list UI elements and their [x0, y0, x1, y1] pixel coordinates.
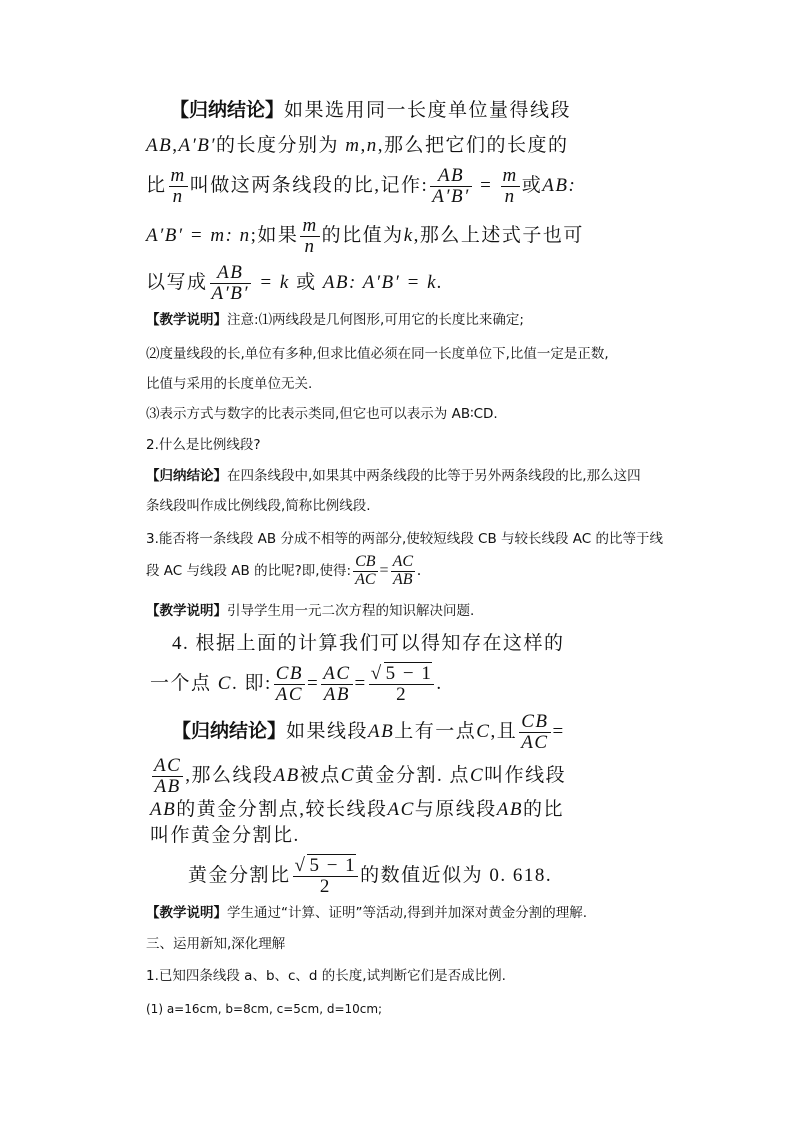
conclusion-line-3: 比 $\frac{m}{n}$ 叫做这两条线段的比,记作: $\frac{AB}{A'B'}$ = $\frac{m}{n}$ 或AB:	[146, 165, 577, 207]
fraction-ab-a1b1	[430, 166, 472, 207]
point-c: C	[469, 764, 485, 786]
denominator: AB	[393, 570, 413, 588]
conclusion-line-1	[170, 101, 571, 120]
segment-ab: AB	[273, 764, 300, 786]
teaching-heading: 【教学说明】	[146, 312, 227, 328]
numerator: m	[170, 165, 186, 186]
segment-ab: AB	[368, 720, 395, 742]
var-m: m	[345, 135, 361, 156]
ratio-ab: AB:	[542, 174, 577, 196]
teaching-note-3	[146, 907, 587, 921]
text: ,且	[490, 720, 518, 742]
text: 一个点	[150, 672, 212, 694]
denominator: A′B′	[432, 185, 470, 207]
golden-line-2	[150, 756, 566, 797]
fraction-m-n-3	[300, 216, 319, 257]
fraction-cb-ac	[274, 664, 305, 705]
numerator: m	[302, 215, 318, 236]
text: ,那么线段	[185, 764, 274, 786]
exercise-1-part-1: (1) a=16cm, b=8cm, c=5cm, d=10cm;	[146, 1002, 383, 1016]
equals-k: = k	[259, 271, 290, 293]
var-n: n	[239, 224, 251, 246]
text: 或	[296, 271, 317, 293]
fraction-cb-ac	[353, 554, 377, 589]
var-n: n	[366, 135, 378, 156]
text: 的比	[523, 799, 565, 820]
fraction-golden: $\frac{√ 5 - 1}{2}$	[294, 855, 357, 897]
segment-ab: AB	[146, 135, 173, 156]
text: 注意:	[227, 312, 259, 328]
teaching-note-2	[146, 605, 474, 619]
text: 或	[521, 174, 543, 196]
question-4: 4. 根据上面的计算我们可以得知存在这样的	[172, 633, 565, 654]
text: ,那么上述式子也可	[413, 224, 584, 246]
fraction-golden: $\frac{√ 5 - 1}{2}$	[370, 663, 433, 705]
text: 的数值近似为 0. 618.	[360, 864, 553, 886]
conclusion-heading: 【归纳结论】	[146, 468, 227, 484]
text: 的黄金分割点,较长线段	[176, 799, 388, 820]
fraction-ab-a1b1-2	[210, 263, 252, 304]
fraction-ac-ab	[152, 756, 183, 797]
text: ;如果	[250, 224, 299, 246]
text: ,那么把它们的长度的	[377, 135, 569, 156]
numerator: AC	[392, 553, 414, 570]
numerator: 5 − 1	[309, 855, 357, 876]
conclusion-heading: 【归纳结论】	[172, 719, 287, 742]
conclusion-line-2	[146, 136, 569, 155]
numerator: 5 − 1	[385, 663, 433, 684]
denominator: 2	[396, 683, 408, 705]
conclusion-2	[146, 470, 641, 484]
text: 如果线段	[286, 720, 369, 742]
teaching-heading: 【教学说明】	[146, 905, 227, 921]
text: 引导学生用一元二次方程的知识解决问题.	[227, 603, 475, 619]
golden-line-5	[188, 856, 552, 897]
denominator: AB	[154, 775, 181, 797]
text: 在四条线段中,如果其中两条线段的比等于另外两条线段的比,那么这四	[227, 468, 641, 484]
exercise-1: 1.已知四条线段 a、b、c、d 的长度,试判断它们是否成比例.	[146, 968, 506, 984]
text: 黄金分割比	[188, 864, 291, 886]
comma: ,	[172, 135, 179, 156]
fraction-ac-ab	[321, 664, 352, 705]
denominator: AC	[355, 570, 376, 588]
conclusion-heading: 【归纳结论】	[170, 99, 285, 121]
conclusion-line-5	[146, 263, 443, 304]
text: 以写成	[146, 271, 208, 293]
fraction-m-n	[169, 166, 188, 207]
conclusion-line-4	[146, 216, 584, 257]
text: 比	[146, 174, 167, 196]
teaching-heading: 【教学说明】	[146, 603, 227, 619]
denominator: n	[172, 185, 184, 207]
text: 被点	[299, 764, 341, 786]
fraction-cb-ac	[519, 712, 550, 753]
golden-line-4: 叫作黄金分割比.	[150, 825, 300, 846]
segment-a1b1: A′B′	[178, 135, 216, 156]
teaching-note-1-item2-cont: 比值与采用的长度单位无关.	[146, 376, 313, 392]
comma: ,	[360, 135, 367, 156]
golden-line-3	[150, 800, 564, 819]
text: . 即:	[231, 672, 272, 694]
text: ⑴两线段是几何图形,可用它的长度比来确定;	[258, 312, 524, 328]
conclusion-2-cont: 条线段叫作成比例线段,简称比例线段.	[146, 498, 371, 514]
text: 叫作线段	[484, 764, 567, 786]
fraction-ac-ab	[391, 554, 415, 589]
section-heading-3: 三、运用新知,深化理解	[146, 936, 286, 952]
text: 的比值为	[321, 224, 404, 246]
point-c: C	[217, 672, 232, 694]
golden-line-1: 【归纳结论】如果线段AB上有一点C,且 $\frac{CB}{AC}$ =	[172, 711, 565, 753]
point-c: C	[476, 720, 491, 742]
segment-ac: AC	[387, 799, 415, 820]
teaching-note-1-item3: ⑶表示方式与数字的比表示类同,但它也可以表示为 AB∶CD.	[146, 406, 498, 422]
teaching-note-1	[146, 314, 524, 328]
numerator: CB	[355, 553, 376, 570]
denominator: AC	[275, 683, 304, 705]
segment-ab: AB	[150, 799, 177, 820]
text: 叫做这两条线段的比,记作:	[189, 174, 429, 196]
conclusion-text: 如果选用同一长度单位量得线段	[284, 100, 572, 121]
question-4-cont: 一个点 C. 即: $\frac{CB}{AC}$ = $\frac{AC}{AB}$ = $\frac{√ 5 - 1}{2}$ .	[150, 663, 443, 705]
denominator: AC	[521, 731, 549, 753]
text: 的长度分别为	[216, 135, 340, 156]
teaching-note-1-item2: ⑵度量线段的长,单位有多种,但求比值必须在同一长度单位下,比值一定是正数,	[146, 346, 609, 362]
numerator: CB	[521, 711, 549, 732]
point-c: C	[340, 764, 355, 786]
denominator: n	[504, 185, 516, 207]
text: 上有一点	[394, 720, 477, 742]
text: 段 AC 与线段 AB 的比呢?即,使得:	[146, 562, 352, 579]
denominator: 2	[319, 875, 331, 897]
numerator: AC	[154, 755, 182, 776]
text: 学生通过“计算、证明”等活动,得到并加深对黄金分割的理解.	[227, 905, 588, 921]
numerator: AB	[437, 165, 465, 186]
fraction-m-n-2	[501, 166, 520, 207]
text: 与原线段	[414, 799, 497, 820]
numerator: m	[502, 165, 518, 186]
question-2: 2.什么是比例线段?	[146, 437, 261, 453]
ratio-expr: AB: A′B′ = k.	[322, 271, 444, 293]
ratio-expr: A′B′ = m:	[146, 224, 234, 246]
numerator: CB	[275, 663, 304, 684]
question-3-cont: 段 AC 与线段 AB 的比呢?即,使得: $\frac{CB}{AC}$ = $\frac{AC}{AB}$ .	[146, 553, 422, 588]
numerator: AB	[217, 262, 244, 283]
denominator: AB	[323, 683, 350, 705]
denominator: A′B′	[211, 282, 250, 304]
text: 黄金分割. 点	[354, 764, 470, 786]
question-3: 3.能否将一条线段 AB 分成不相等的两部分,使较短线段 CB 与较长线段 AC 的比等于线	[146, 531, 664, 547]
var-k: k	[403, 224, 414, 246]
denominator: n	[304, 235, 316, 257]
numerator: AC	[323, 663, 351, 684]
segment-ab: AB	[496, 799, 523, 820]
